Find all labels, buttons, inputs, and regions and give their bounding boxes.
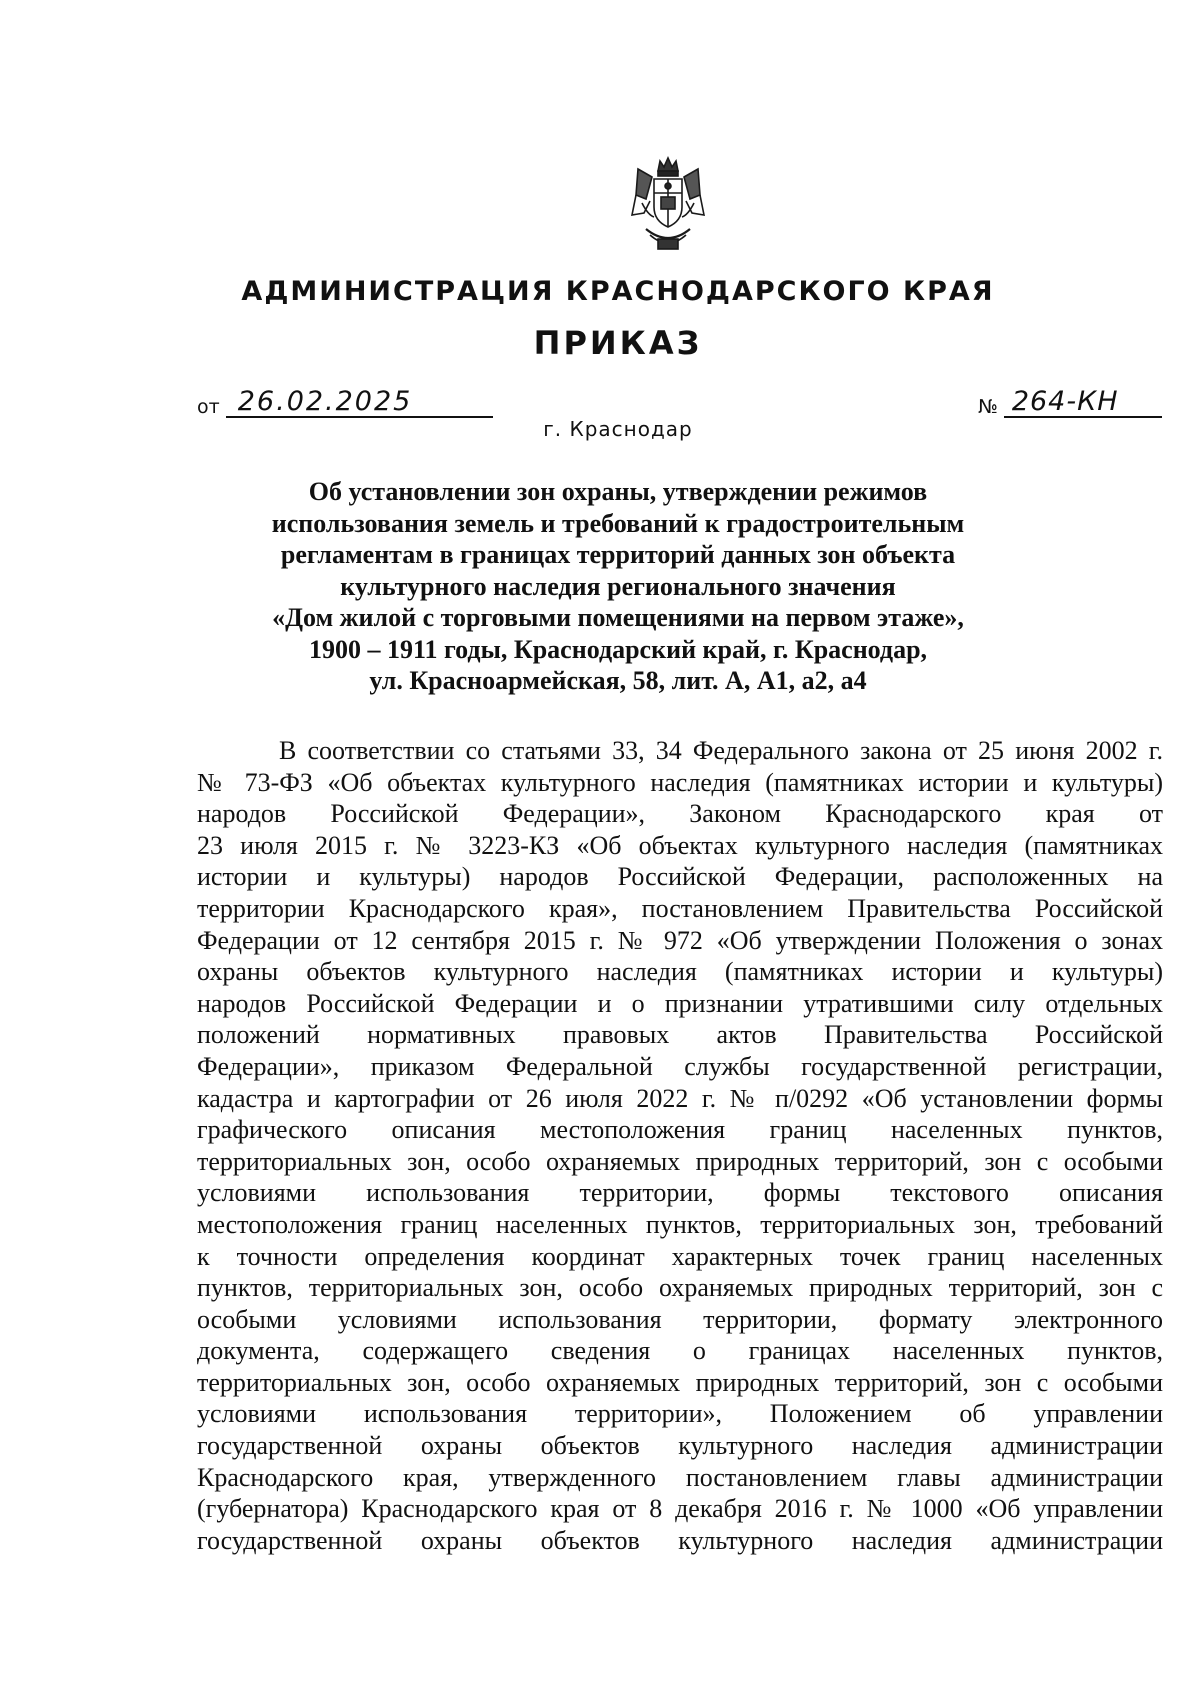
body-line: истории и культуры) народов Российской Федерации, расположенных на <box>197 862 1163 892</box>
organization-name: АДМИНИСТРАЦИЯ КРАСНОДАРСКОГО КРАЯ <box>241 276 995 307</box>
body-line: графического описания местоположения границ населенных пунктов, <box>197 1115 1163 1145</box>
body-line: положений нормативных правовых актов Правительства Российской <box>197 1020 1163 1050</box>
preamble-text <box>197 735 1163 1556</box>
title-line: регламентам в границах территорий данных зон объекта <box>280 540 956 569</box>
body-line: особыми условиями использования территории, формату электронного <box>197 1304 1163 1334</box>
order-date-handwritten: 26.02.2025 <box>226 388 493 418</box>
title-line: культурного наследия регионального значения <box>340 571 896 601</box>
body-line: № 73-ФЗ «Об объектах культурного наследия (памятниках истории и культуры) <box>197 767 1163 797</box>
body-line: государственной охраны объектов культурного наследия администрации <box>197 1525 1163 1555</box>
order-number-block <box>978 388 1162 418</box>
body-line: Краснодарского края, утвержденного постановлением главы администрации <box>197 1462 1163 1492</box>
body-line: кадастра и картографии от 26 июля 2022 г. № п/0292 «Об установлении формы <box>197 1083 1163 1113</box>
body-line: территориальных зон, особо охраняемых природных территорий, зон с особыми <box>197 1367 1163 1397</box>
document-type: ПРИКАЗ <box>533 324 703 362</box>
body-line: охраны объектов культурного наследия (памятниках истории и культуры) <box>197 957 1163 987</box>
order-title <box>0 476 1200 697</box>
body-line: государственной охраны объектов культурного наследия администрации <box>197 1431 1163 1461</box>
body-line: территориальных зон, особо охраняемых природных территорий, зон с особыми <box>197 1146 1163 1176</box>
body-line: условиями использования территории», Положением об управлении <box>197 1399 1163 1429</box>
order-number-handwritten: 264-КН <box>1004 388 1162 418</box>
issue-city: г. Краснодар <box>543 417 693 441</box>
order-date-block <box>197 388 493 418</box>
body-line: Федерации», приказом Федеральной службы государственной регистрации, <box>197 1051 1163 1081</box>
body-line: территории Краснодарского края», постановлением Правительства Российской <box>197 893 1163 923</box>
body-line: документа, содержащего сведения о границах населенных пунктов, <box>197 1336 1163 1366</box>
body-line: пунктов, территориальных зон, особо охраняемых природных территорий, зон с <box>197 1273 1163 1303</box>
body-line: народов Российской Федерации», Законом Краснодарского края от <box>197 799 1163 829</box>
body-line: к точности определения координат характерных точек границ населенных <box>197 1241 1163 1271</box>
body-line: (губернатора) Краснодарского края от 8 декабря 2016 г. № 1000 «Об управлении <box>197 1494 1163 1524</box>
body-line: местоположения границ населенных пунктов, территориальных зон, требований <box>197 1209 1163 1239</box>
number-prefix: № <box>978 396 998 418</box>
date-prefix: от <box>197 396 220 418</box>
body-line: 23 июля 2015 г. № 3223-КЗ «Об объектах культурного наследия (памятниках <box>197 830 1163 860</box>
title-line: использования земель и требований к градостроительным <box>271 508 965 538</box>
body-line: условиями использования территории, формы текстового описания <box>197 1178 1163 1208</box>
body-line: народов Российской Федерации и о признании утратившими силу отдельных <box>197 988 1163 1018</box>
title-line: «Дом жилой с торговыми помещениями на первом этаже», <box>272 603 964 632</box>
title-line: ул. Красноармейская, 58, лит. А, А1, а2, а4 <box>369 666 867 695</box>
title-line: Об установлении зон охраны, утверждении режимов <box>308 477 928 506</box>
body-line: В соответствии со статьями 33, 34 Федерального закона от 25 июня 2002 г. <box>279 736 1163 765</box>
title-line: 1900 – 1911 годы, Краснодарский край, г. Краснодар, <box>308 634 928 664</box>
body-line: Федерации от 12 сентября 2015 г. № 972 «Об утверждении Положения о зонах <box>197 925 1163 955</box>
krasnodar-krai-coat-of-arms-icon <box>628 155 708 255</box>
